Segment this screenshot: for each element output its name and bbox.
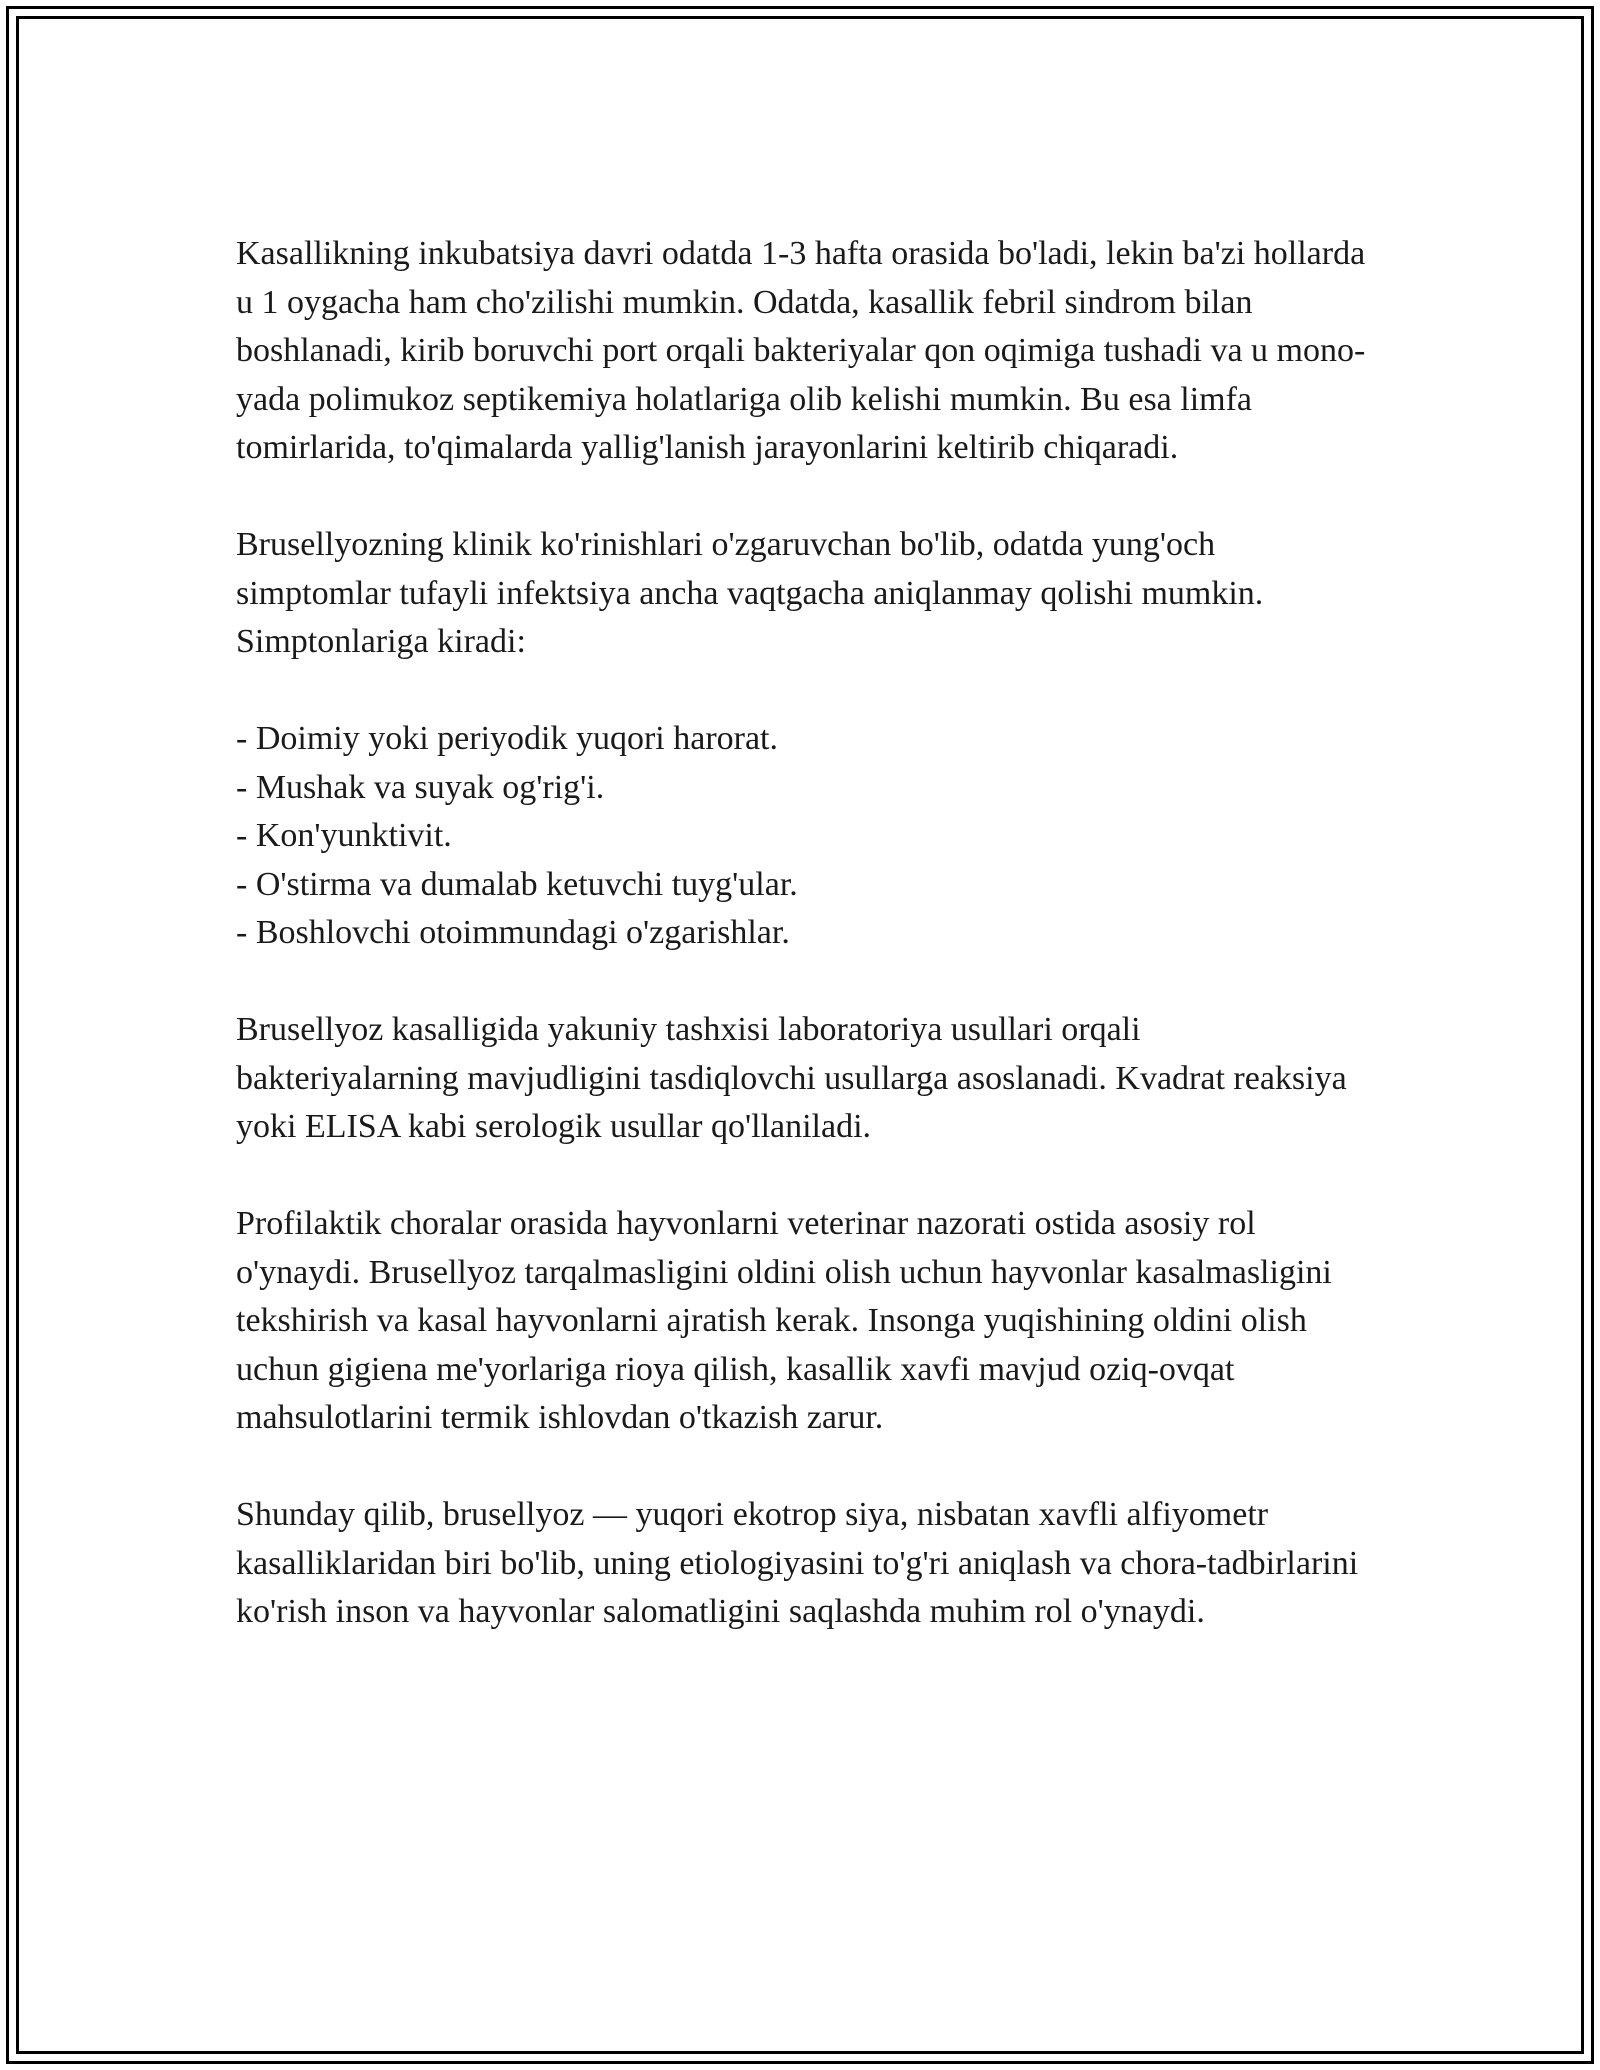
paragraph-prevention: Profilaktik choralar orasida hayvonlarni veterinar nazorati ostida asosiy rol o'ynaydi. Brusellyoz tarqalmasligini oldini olish uchun hayvonlar kasalmasligini tekshirish va kasal hayvonlarni ajratish kerak. Insonga yuqishining oldini olish uchun gigiena me'yorlariga rioya qilish, kasallik xavfi mavjud oziq-ovqat mahsulotlarini termik ishlovdan o'tkazish zarur.: [236, 1205, 1332, 1436]
paragraph-incubation: Kasallikning inkubatsiya davri odatda 1-3 hafta orasida bo'ladi, lekin ba'zi hollarda u 1 oygacha ham cho'zilishi mumkin. Odatda, kasallik febril sindrom bilan boshlanadi, kirib boruvchi port orqali bakteriyalar qon oqimiga tushadi va u mono-yada polimukoz septikemiya holatlariga olib kelishi mumkin. Bu esa limfa tomirlarida, to'qimalarda yallig'lanish jarayonlarini keltirib chiqaradi.: [236, 235, 1366, 466]
symptom-item: - Doimiy yoki periyodik yuqori harorat.: [236, 720, 779, 757]
paragraph-clinical-signs: Brusellyozning klinik ko'rinishlari o'zgaruvchan bo'lib, odatda yung'och simptomlar tufayli infektsiya ancha vaqtgacha aniqlanmay qolishi mumkin. Simptonlariga kiradi:: [236, 526, 1264, 660]
symptom-item: - O'stirma va dumalab ketuvchi tuyg'ular.: [236, 865, 798, 903]
document-body: [236, 230, 1366, 1637]
paragraph-diagnosis: Brusellyoz kasalligida yakuniy tashxisi laboratoriya usullari orqali bakteriyalarning mavjudligini tasdiqlovchi usullarga asoslanadi. Kvadrat reaksiya yoki ELISA kabi serologik usullar qo'llaniladi.: [236, 1011, 1347, 1145]
paragraph-conclusion: Shunday qilib, brusellyoz — yuqori ekotrop siya, nisbatan xavfli alfiyometr kasalliklaridan biri bo'lib, uning etiologiyasini to'g'ri aniqlash va chora-tadbirlarini ko'rish inson va hayvonlar salomatligini saqlashda muhim rol o'ynaydi.: [236, 1496, 1359, 1630]
symptom-item: - Mushak va suyak og'rig'i.: [236, 768, 605, 806]
symptom-item: - Boshlovchi otoimmundagi o'zgarishlar.: [236, 914, 790, 951]
symptom-item: - Kon'yunktivit.: [236, 817, 452, 854]
symptom-list: [236, 715, 1366, 958]
